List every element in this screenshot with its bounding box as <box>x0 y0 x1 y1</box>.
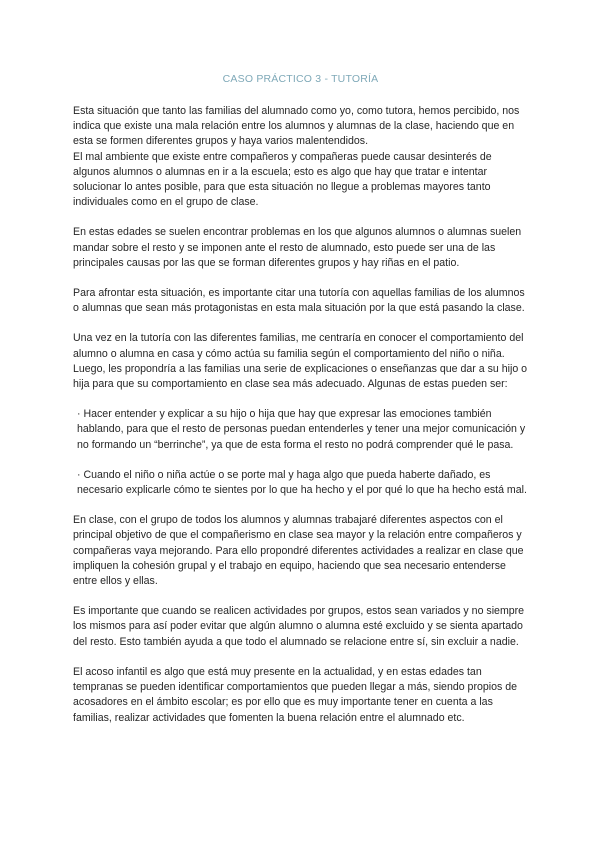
paragraph: En estas edades se suelen encontrar problemas en los que algunos alumnos o alumnas suelen mandar sobre el resto y se imponen ante el resto de alumnado, esto puede ser una de las principales causas por las que se forman diferentes grupos y hay riñas en el patio. <box>73 226 522 269</box>
paragraph: El mal ambiente que existe entre compañeros y compañeras puede causar desinterés de algunos alumnos o alumnas en ir a la escuela; esto es algo que hay que tratar e intentar solucionar lo antes posible, para que esta situación no llegue a problemas mayores tanto individuales como en el grupo de clase. <box>73 150 492 209</box>
paragraph: Para afrontar esta situación, es importante citar una tutoría con aquellas familias de los alumnos o alumnas que sean más protagonistas en esta mala situación por la que está pasando la clase. <box>73 287 525 315</box>
paragraph: Una vez en la tutoría con las diferentes familias, me centraría en conocer el comportamiento del alumno o alumna en casa y cómo actúa su familia según el comportamiento del niño o niña. Luego, les propondría a las familias una serie de explicaciones o enseñanzas que dar a su hijo o hija para que su comportamiento en clase sea más adecuado. Algunas de estas pueden ser: <box>73 332 528 391</box>
paragraph: El acoso infantil es algo que está muy presente en la actualidad, y en estas edades tan tempranas se pueden identificar comportamientos que pueden llegar a más, siendo propios de acosadores en el ámbito escolar; es por ello que es muy importante tener en cuenta a las familias, realizar actividades que fomenten la buena relación entre el alumnado etc. <box>73 665 518 724</box>
paragraph: Esta situación que tanto las familias del alumnado como yo, como tutora, hemos percibido, nos indica que existe una mala relación entre los alumnos y alumnas de la clase, haciendo que en esta se formen diferentes grupos y haya varios malentendidos. <box>73 105 520 148</box>
document-title: CASO PRÁCTICO 3 - TUTORÍA <box>222 73 379 85</box>
paragraph: En clase, con el grupo de todos los alumnos y alumnas trabajaré diferentes aspectos con el principal objetivo de que el compañerismo en clase sea mayor y la relación entre compañeros y compañeras vaya mejorando. Para ello propondré diferentes actividades a realizar en clase que impliquen la cohesión grupal y el trabajo en equipo, haciendo que sea necesario entenderse entre ellos y ellas. <box>73 514 524 588</box>
paragraph: Es importante que cuando se realicen actividades por grupos, estos sean variados y no siempre los mismos para así poder evitar que algún alumno o alumna esté excluido y se sienta apartado del resto. Esto también ayuda a que todo el alumnado se relacione entre sí, sin excluir a nadie. <box>73 605 525 648</box>
bullet-item: · Hacer entender y explicar a su hijo o hija que hay que expresar las emociones también hablando, para que el resto de personas puedan entenderles y tener una mejor comunicación y no formando un “berrinche”, ya que de esta forma el resto no podrá comprender qué le pasa. <box>77 408 526 451</box>
bullet-item: · Cuando el niño o niña actúe o se porte mal y haga algo que pueda haberte dañado, es necesario explicarle cómo te sientes por lo que ha hecho y el por qué lo que ha hecho está mal. <box>77 468 527 497</box>
